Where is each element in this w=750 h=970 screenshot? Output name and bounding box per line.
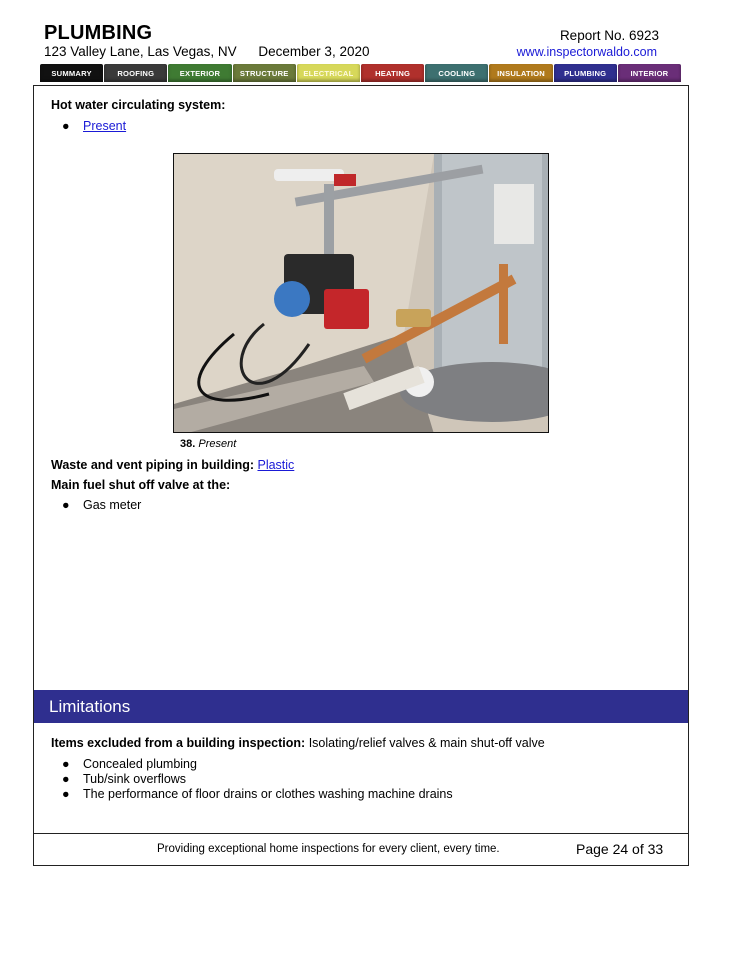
photo-caption-text: Present [198,438,237,450]
tab-cooling[interactable]: COOLING [425,64,488,82]
page-title: PLUMBING [44,22,153,44]
property-address: 123 Valley Lane, Las Vegas, NV [44,44,237,59]
tab-summary[interactable]: SUMMARY [40,64,103,82]
bullet: ● [62,757,70,771]
list-item [62,757,453,772]
list-item [62,772,453,787]
tab-electrical[interactable]: ELECTRICAL [297,64,360,82]
photo-illustration [174,154,549,433]
list-item [62,787,453,802]
fuel-shutoff-label: Main fuel shut off valve at the: [51,478,231,492]
tab-plumbing[interactable]: PLUMBING [554,64,617,82]
tab-exterior[interactable]: EXTERIOR [168,64,231,82]
page-number: Page 24 of 33 [576,841,664,857]
bullet: ● [62,772,70,786]
bullet: ● [62,119,70,133]
tab-structure[interactable]: STRUCTURE [233,64,296,82]
bullet: ● [62,787,70,801]
tab-roofing[interactable]: ROOFING [104,64,167,82]
limitations-heading: Limitations [34,690,688,723]
excluded-label: Items excluded from a building inspection: [51,736,306,750]
tab-insulation[interactable]: INSULATION [489,64,552,82]
waste-vent-row [51,458,294,472]
excluded-value: Isolating/relief valves & main shut-off valve [308,736,545,750]
hot-water-label: Hot water circulating system: [51,98,226,112]
waste-vent-label: Waste and vent piping in building: [51,458,254,472]
limitation-item: The performance of floor drains or clothes washing machine drains [83,787,453,801]
photo-number: 38. [180,438,196,450]
section-tabs [40,64,681,82]
bullet: ● [62,498,70,512]
fuel-shutoff-list [62,498,141,513]
tab-interior[interactable]: INTERIOR [618,64,681,82]
excluded-row [51,736,545,750]
report-number: Report No. 6923 [559,28,659,43]
limitations-list [62,757,453,802]
tab-heating[interactable]: HEATING [361,64,424,82]
photo-caption [180,438,236,450]
list-item [62,119,126,134]
limitation-item: Tub/sink overflows [83,772,187,786]
list-item [62,498,141,513]
header-subline [44,44,369,59]
limitation-item: Concealed plumbing [83,757,197,771]
hot-water-list [62,119,126,134]
footer-divider [34,833,688,834]
inspection-date: December 3, 2020 [258,44,370,59]
hot-water-present-link[interactable]: Present [83,119,127,133]
water-heater-photo [173,153,549,433]
footer-tagline: Providing exceptional home inspections for every client, every time. [157,843,500,855]
fuel-shutoff-item: Gas meter [83,498,142,512]
waste-vent-plastic-link[interactable]: Plastic [257,458,295,472]
website-link[interactable]: www.inspectorwaldo.com [516,45,657,59]
